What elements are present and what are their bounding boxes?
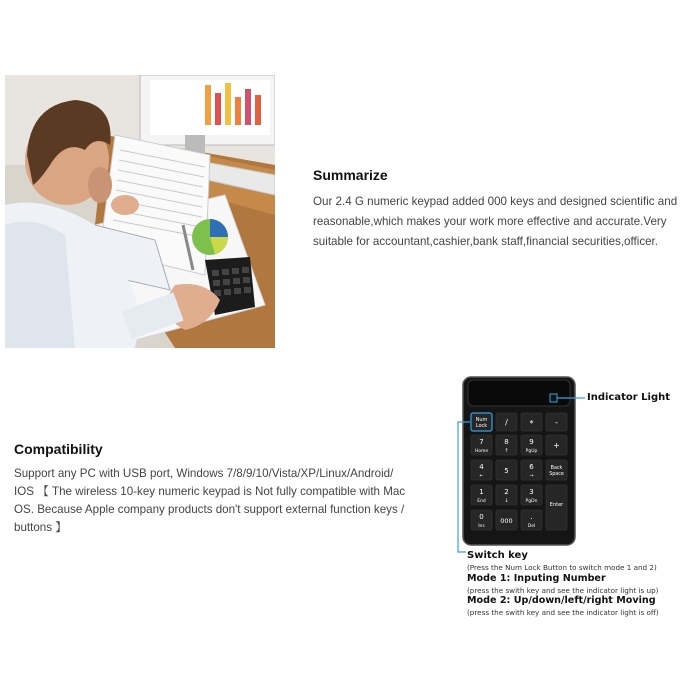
svg-text:↓: ↓: [504, 498, 509, 504]
svg-text:Lock: Lock: [475, 423, 488, 429]
summary-body: Our 2.4 G numeric keypad added 000 keys and designed scientific and reasonable,which makes your work more effective and accurate.Very suitable for accountant,cashier,bank staff,financial securities,officer.: [313, 195, 678, 248]
svg-text:4: 4: [479, 463, 484, 471]
switch-key-label: Switch key: [467, 550, 528, 561]
svg-text:9: 9: [529, 438, 534, 446]
svg-text:Ins: Ins: [478, 524, 485, 529]
svg-text:→: →: [529, 473, 534, 479]
svg-text:5: 5: [504, 467, 509, 475]
svg-text:Back: Back: [550, 466, 563, 471]
svg-text:0: 0: [479, 513, 484, 521]
switch-key-note: (Press the Num Lock Button to switch mode 1 and 2): [467, 563, 657, 572]
svg-text:/: /: [505, 418, 508, 427]
svg-text:-: -: [555, 418, 558, 427]
svg-text:2: 2: [504, 488, 509, 496]
svg-text:3: 3: [529, 488, 534, 496]
compatibility-body: Support any PC with USB port, Windows 7/8/9/10/Vista/XP/Linux/Android/ IOS 【 The wireless 10-key numeric keypad is Not fully compatible with Mac OS. Because Apple company products don't support external function keys / buttons 】: [14, 467, 406, 534]
indicator-light-label: Indicator Light: [587, 392, 671, 403]
svg-text:Home: Home: [474, 449, 489, 454]
svg-text:PgUp: PgUp: [525, 449, 538, 454]
svg-text:Del: Del: [527, 524, 536, 529]
svg-text:Space: Space: [549, 472, 564, 477]
svg-text:6: 6: [529, 463, 534, 471]
svg-text:←: ←: [479, 473, 484, 479]
summary-title: Summarize: [313, 167, 388, 183]
compatibility-title: Compatibility: [14, 441, 103, 457]
svg-text:End: End: [477, 499, 486, 504]
svg-text:1: 1: [479, 488, 484, 496]
svg-text:7: 7: [479, 438, 484, 446]
mode1-title: Mode 1: Inputing Number: [467, 573, 606, 584]
svg-text:000: 000: [500, 517, 513, 525]
svg-text:*: *: [529, 419, 534, 428]
svg-text:8: 8: [504, 438, 509, 446]
svg-text:↑: ↑: [504, 448, 509, 454]
svg-text:.: .: [530, 512, 533, 521]
mode2-title: Mode 2: Up/down/left/right Moving: [467, 595, 656, 606]
svg-text:PgDn: PgDn: [525, 499, 538, 504]
mode1-note: (press the swith key and see the indicator light is up): [467, 586, 659, 595]
svg-text:+: +: [553, 441, 560, 450]
svg-text:Num: Num: [475, 417, 488, 423]
svg-text:Enter: Enter: [549, 502, 564, 508]
mode2-note: (press the swith key and see the indicator light is off): [467, 608, 659, 617]
